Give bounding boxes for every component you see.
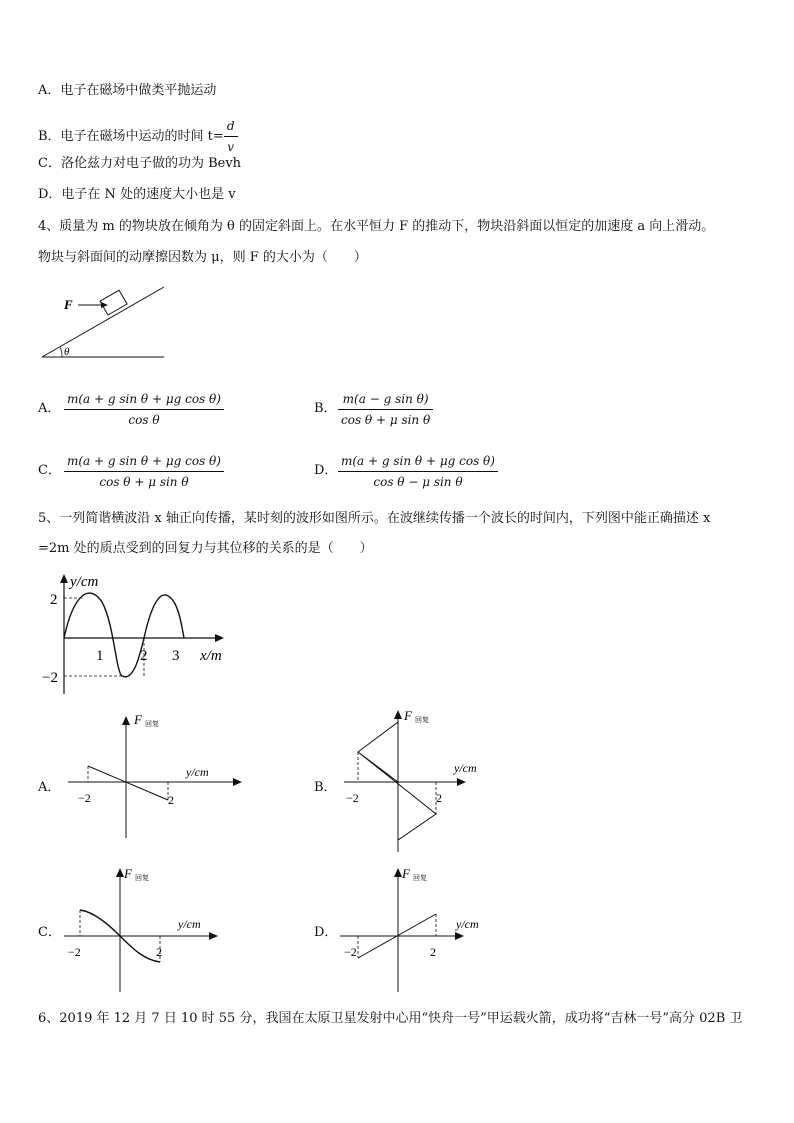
svg-text:y/cm: y/cm <box>454 761 477 775</box>
q4-c-num: m(a + g sin θ + μg cos θ) <box>64 452 224 472</box>
svg-text:F: F <box>404 708 412 723</box>
wave-y-bottom: −2 <box>42 670 58 686</box>
option-c-graph <box>64 866 224 996</box>
svg-text:回复: 回复 <box>415 716 429 724</box>
wave-x-tick-1: 1 <box>96 648 104 664</box>
q4-d-num: m(a + g sin θ + μg cos θ) <box>338 452 498 472</box>
q5-stem-line1: 5、一列简谐横波沿 x 轴正向传播，某时刻的波形如图所示。在波继续传播一个波长的时间内，下列图中能正确描述 x <box>38 511 711 526</box>
svg-text:F: F <box>134 712 142 727</box>
q4-option-b-label: B． <box>314 401 337 416</box>
q5-option-a-label: A． <box>38 780 61 795</box>
svg-text:−2: −2 <box>78 791 91 805</box>
q4-option-b <box>338 390 433 429</box>
q5-option-c-label: C． <box>38 925 61 940</box>
wave-y-top: 2 <box>50 592 58 608</box>
q3-option-b <box>38 117 238 156</box>
incline-slope <box>42 287 164 357</box>
svg-text:2: 2 <box>430 945 436 959</box>
option-b-graph <box>340 706 520 856</box>
q4-a-den: cos θ <box>128 413 160 427</box>
q4-option-a <box>64 390 224 429</box>
wave-xlabel: x/m <box>200 648 222 664</box>
svg-text:−2: −2 <box>344 945 357 959</box>
q3-fraction-num: d <box>224 117 238 137</box>
svg-text:−2: −2 <box>68 945 81 959</box>
svg-text:回复: 回复 <box>145 720 159 728</box>
svg-text:2: 2 <box>156 945 162 959</box>
q6-stem-line1: 6、2019 年 12 月 7 日 10 时 55 分，我国在太原卫星发射中心用“快舟一号”甲运载火箭，成功将“吉林一号”高分 02B 卫 <box>38 1011 743 1026</box>
q4-option-c-label: C． <box>38 463 61 478</box>
q3-option-a: A．电子在磁场中做类平抛运动 <box>38 83 217 98</box>
svg-text:y/cm: y/cm <box>456 917 479 931</box>
block <box>100 290 127 315</box>
option-b-shape <box>358 722 436 840</box>
wave-x-tick-3: 3 <box>172 648 180 664</box>
svg-text:2: 2 <box>168 793 174 807</box>
option-a-line <box>88 766 168 800</box>
wave-figure <box>38 572 238 697</box>
q4-option-a-label: A． <box>38 401 61 416</box>
svg-text:−2: −2 <box>346 791 359 805</box>
q3-fraction <box>224 117 238 156</box>
q4-stem-line2: 物块与斜面间的动摩擦因数为 μ，则 F 的大小为（ ） <box>38 250 367 265</box>
force-label: F <box>64 297 73 312</box>
option-a-graph <box>66 712 246 842</box>
svg-text:F: F <box>402 866 410 881</box>
wave-curve <box>64 593 184 677</box>
q4-b-den: cos θ + μ sin θ <box>341 413 431 427</box>
q5-option-d-label: D． <box>314 925 338 940</box>
q4-option-d-label: D． <box>314 463 338 478</box>
q4-option-c <box>64 452 224 491</box>
q3-fraction-den: v <box>227 140 235 154</box>
svg-text:回复: 回复 <box>413 874 427 882</box>
svg-text:y/cm: y/cm <box>186 765 209 779</box>
svg-text:F: F <box>124 866 132 881</box>
svg-text:回复: 回复 <box>135 874 149 882</box>
wave-ylabel: y/cm <box>70 574 99 590</box>
q4-a-num: m(a + g sin θ + μg cos θ) <box>64 390 224 410</box>
svg-text:2: 2 <box>436 791 442 805</box>
q5-stem-line2: =2m 处的质点受到的回复力与其位移的关系的是（ ） <box>38 541 373 556</box>
q4-b-num: m(a − g sin θ) <box>338 390 433 410</box>
q3-option-d: D．电子在 N 处的速度大小也是 v <box>38 187 236 202</box>
incline-figure <box>38 285 168 365</box>
option-d-graph <box>340 866 500 996</box>
q3-option-b-text: B．电子在磁场中运动的时间 t= <box>38 129 224 144</box>
q4-stem-line1: 4、质量为 m 的物块放在倾角为 θ 的固定斜面上。在水平恒力 F 的推动下，物块沿斜面以恒定的加速度 a 向上滑动。 <box>38 219 715 234</box>
q4-d-den: cos θ − μ sin θ <box>373 475 463 489</box>
svg-text:y/cm: y/cm <box>178 917 201 931</box>
wave-x-tick-2: 2 <box>140 648 148 664</box>
q3-option-c: C．洛伦兹力对电子做的功为 Bevh <box>38 156 242 171</box>
q5-option-b-label: B． <box>314 780 337 795</box>
theta-label: θ <box>64 346 70 358</box>
q4-c-den: cos θ + μ sin θ <box>99 475 189 489</box>
q4-option-d <box>338 452 498 491</box>
